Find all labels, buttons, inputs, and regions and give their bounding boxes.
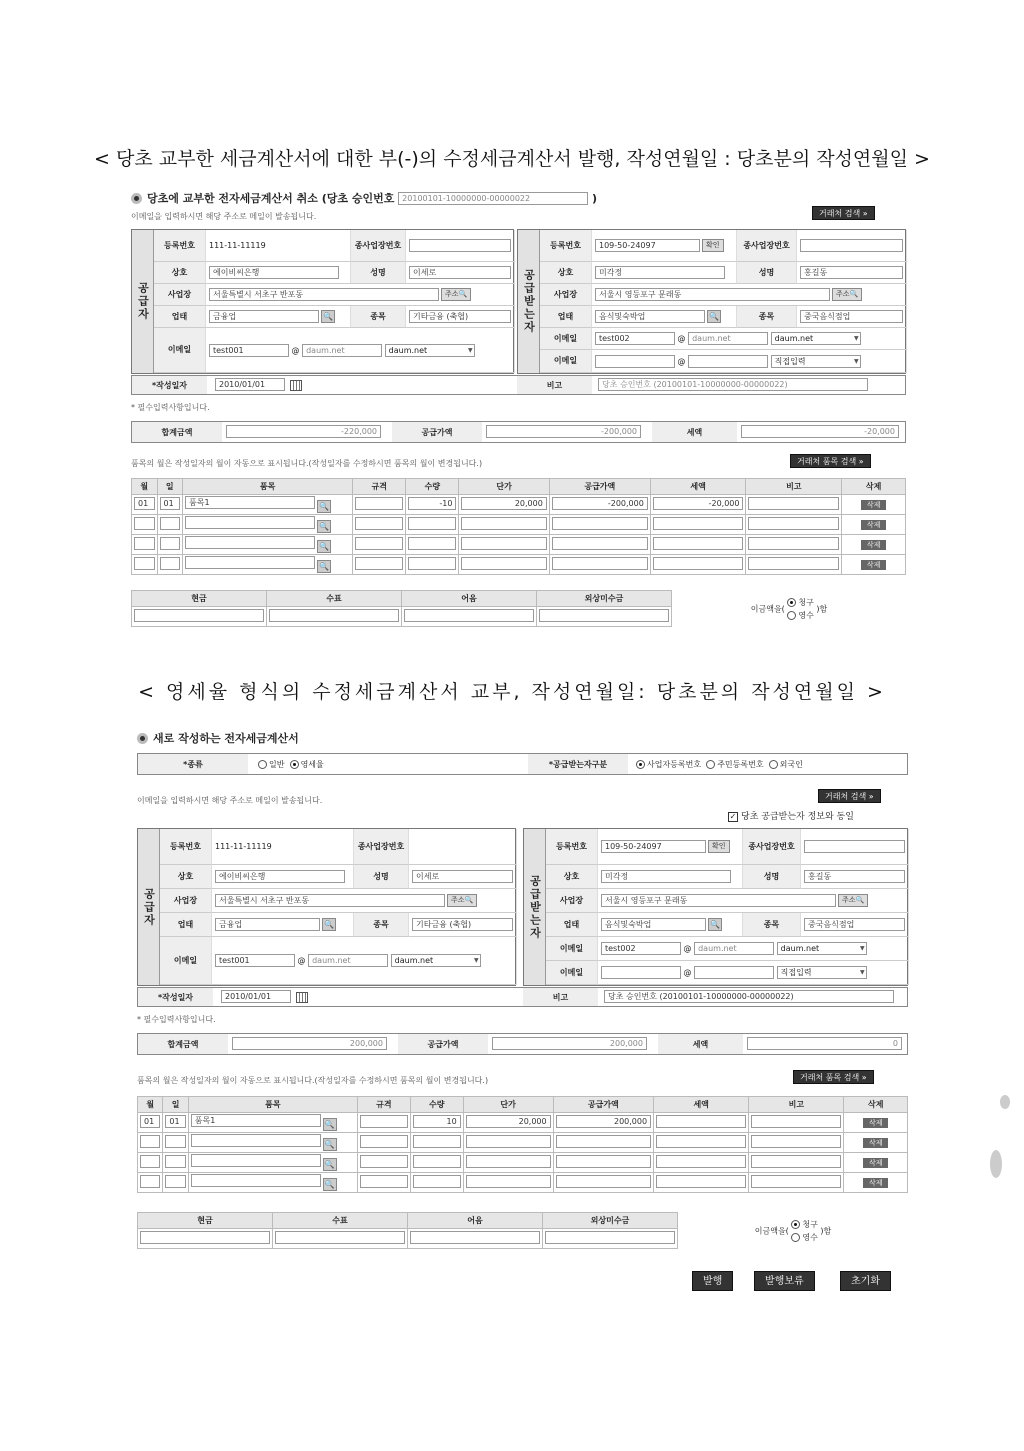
same-as-original-check[interactable]: ✓ 당초 공급받는자 정보와 동일	[729, 812, 854, 822]
supplier-item-input[interactable]: 기타금융 (축협)	[412, 918, 513, 931]
supplier-name-input[interactable]: 에이비씨은행	[209, 266, 339, 279]
month-note: 품목의 월은 작성일자의 월이 자동으로 표시됩니다.(작성일자를 수정하시면 품목의 월이 변경됩니다.)	[131, 459, 483, 468]
check-header: 수표	[273, 1213, 408, 1229]
credit-input[interactable]	[539, 609, 669, 622]
col-header: 수량	[410, 1097, 463, 1113]
item-label: 종목	[743, 913, 801, 937]
supplier-side-label: 공급자	[132, 230, 154, 373]
type-label: 업태	[546, 913, 598, 937]
kind-row: *종류 일반 영세율 *공급받는자구분 사업자등록번호 주민등록번호 외국인	[137, 753, 908, 775]
totals-row-2	[137, 1033, 908, 1055]
payment-table	[131, 590, 906, 627]
item-search-button[interactable]: 거래처 품목 검색 »	[793, 1070, 874, 1084]
item-price-input[interactable]: 20,000	[461, 497, 546, 510]
item-tax-input[interactable]	[656, 1155, 746, 1168]
supplier-panel-2: 공급자 등록번호 111-11-11119 종사업장번호 상호 에이비씨은행 성명 이세로 사업장 서울특별시 서초구 반포동 주소🔍 업태 금융업 🔍 종목 기타금융 (축협) 이메일 test001 @ daum.net daum.net ▼	[137, 828, 516, 986]
receiver-name-input[interactable]: 미각정	[601, 870, 731, 883]
email-note: 이메일을 입력하시면 해당 주소로 메일이 발송됩니다.	[131, 212, 317, 221]
total-label: 합계금액	[132, 422, 222, 442]
table-row	[132, 555, 906, 575]
item-supply-input[interactable]: -200,000	[552, 497, 648, 510]
supplier-addr-input[interactable]: 서울특별시 서초구 반포동	[215, 894, 445, 907]
check-input[interactable]	[269, 609, 399, 622]
item-label: 종목	[354, 913, 409, 937]
email-label: 이메일	[540, 328, 592, 350]
supplier-email-id[interactable]: test001	[209, 344, 289, 357]
cash-input[interactable]	[134, 609, 264, 622]
col-header: 세액	[654, 1097, 749, 1113]
item-name-input[interactable]	[191, 1134, 321, 1147]
addr-label: 사업장	[540, 284, 592, 306]
sub-label: 종사업장번호	[351, 230, 406, 262]
search-icon[interactable]: 🔍	[317, 540, 331, 553]
supplier-name-input[interactable]: 에이비씨은행	[215, 870, 345, 883]
cash-header: 현금	[138, 1213, 273, 1229]
item-m-input[interactable]	[134, 557, 155, 570]
delete-row-button[interactable]: 삭제	[863, 1158, 889, 1168]
col-header: 공급가액	[549, 479, 650, 495]
receiver-rep-input[interactable]: 홍길동	[800, 266, 903, 279]
required-note: * 필수입력사항입니다.	[131, 403, 210, 412]
item-name-input[interactable]: 품목1	[191, 1114, 321, 1127]
tax-label: 세액	[652, 422, 737, 442]
col-header: 수량	[406, 479, 459, 495]
item-supply-input[interactable]	[556, 1135, 651, 1148]
item-name-input[interactable]	[185, 556, 315, 569]
approval-number: 20100101-10000000-00000022	[398, 192, 588, 205]
table-row	[138, 1173, 908, 1193]
receiver-rep-input[interactable]: 홍길동	[804, 870, 905, 883]
receiver-item-input[interactable]: 중국음식점업	[804, 918, 905, 931]
email2-label: 이메일	[540, 350, 592, 373]
calendar-icon[interactable]	[296, 992, 308, 1003]
item-supply-input[interactable]	[556, 1175, 651, 1188]
delete-row-button[interactable]: 삭제	[863, 1118, 889, 1128]
address-search-button[interactable]: 주소🔍	[441, 288, 471, 301]
col-header: 월	[138, 1097, 163, 1113]
delete-row-button[interactable]: 삭제	[863, 1138, 889, 1148]
calendar-icon[interactable]	[290, 380, 302, 391]
item-spec-input[interactable]	[355, 537, 403, 550]
receiver-sub-input[interactable]	[800, 239, 903, 252]
receiver-email2-select[interactable]: 직접입력 ▼	[771, 355, 861, 368]
receiver-addr-input[interactable]: 서울시 영등포구 문래동	[601, 894, 836, 907]
item-label: 종목	[351, 306, 406, 328]
receiver-email-id[interactable]: test002	[601, 942, 681, 955]
col-header: 세액	[650, 479, 746, 495]
item-note-input[interactable]	[748, 537, 839, 550]
receiver-email-domain[interactable]: daum.net	[688, 332, 768, 345]
receiver-email2-domain[interactable]	[694, 966, 774, 979]
item-price-input[interactable]	[461, 557, 546, 570]
email-label: 이메일	[160, 937, 212, 985]
item-spec-input[interactable]	[360, 1175, 408, 1188]
receiver-side-label: 공급받는자	[518, 230, 540, 373]
receiver-type-input[interactable]: 음식및숙박업	[601, 918, 706, 931]
table-row	[132, 515, 906, 535]
email-label: 이메일	[154, 328, 206, 373]
confirm-button[interactable]: 확인	[708, 840, 730, 853]
bill-input[interactable]	[410, 1231, 540, 1244]
item-m-input[interactable]	[134, 537, 155, 550]
reset-button[interactable]: 초기화	[840, 1271, 891, 1291]
addr-label: 사업장	[546, 889, 598, 913]
receiver-email-id[interactable]: test002	[595, 332, 675, 345]
item-label: 종목	[737, 306, 797, 328]
bullet-icon	[131, 193, 142, 204]
reg-label: 등록번호	[540, 230, 592, 262]
name-label: 상호	[154, 262, 206, 284]
item-supply-input[interactable]	[552, 557, 648, 570]
receiver-name-input[interactable]: 미각정	[595, 266, 725, 279]
address-search-button[interactable]: 주소🔍	[832, 288, 862, 301]
search-icon[interactable]: 🔍	[708, 918, 722, 931]
search-icon[interactable]: 🔍	[323, 1178, 337, 1191]
receipt-radio[interactable]	[791, 1233, 800, 1242]
tax-amount: -20,000	[741, 425, 899, 438]
item-d-input[interactable]: 01	[160, 497, 181, 510]
item-m-input[interactable]: 01	[140, 1115, 160, 1128]
item-price-input[interactable]	[466, 1155, 551, 1168]
item-supply-input[interactable]	[552, 517, 648, 530]
item-qty-input[interactable]	[413, 1135, 461, 1148]
item-qty-input[interactable]	[413, 1175, 461, 1188]
supplier-sub-input[interactable]	[409, 239, 511, 252]
item-note-input[interactable]	[751, 1115, 841, 1128]
item-price-input[interactable]	[466, 1175, 551, 1188]
cash-header: 현금	[132, 591, 267, 607]
col-header: 삭제	[842, 479, 906, 495]
col-header: 단가	[463, 1097, 553, 1113]
item-supply-input[interactable]	[556, 1155, 651, 1168]
supplier-type-input[interactable]: 금융업	[215, 918, 320, 931]
check-header: 수표	[267, 591, 402, 607]
total-amount: -220,000	[226, 425, 381, 438]
item-d-input[interactable]	[165, 1135, 185, 1148]
name-label: 상호	[546, 865, 598, 889]
receiver-email-select[interactable]: daum.net ▼	[771, 332, 861, 345]
receiver-side-label: 공급받는자	[524, 829, 546, 985]
item-m-input[interactable]	[140, 1135, 160, 1148]
search-icon[interactable]: 🔍	[321, 310, 335, 323]
section2-title: 새로 작성하는 전자세금계산서	[137, 730, 299, 746]
search-icon[interactable]: 🔍	[317, 520, 331, 533]
item-d-input[interactable]	[160, 537, 181, 550]
tax-amount: 0	[747, 1037, 902, 1050]
sub-label: 종사업장번호	[743, 829, 801, 865]
delete-row-button[interactable]: 삭제	[861, 560, 887, 570]
table-row	[132, 495, 906, 515]
supplier-side-label: 공급자	[138, 829, 160, 985]
delete-row-button[interactable]: 삭제	[863, 1178, 889, 1188]
credit-header: 외상미수금	[537, 591, 672, 607]
supply-label: 공급가액	[392, 422, 482, 442]
item-supply-input[interactable]: 200,000	[556, 1115, 651, 1128]
supplier-email-domain[interactable]: daum.net	[302, 344, 382, 357]
total-amount: 200,000	[232, 1037, 387, 1050]
receipt-radio[interactable]	[787, 611, 796, 620]
item-spec-input[interactable]	[360, 1115, 408, 1128]
item-search-button[interactable]: 거래처 품목 검색 »	[790, 454, 871, 468]
item-d-input[interactable]	[165, 1155, 185, 1168]
item-qty-input[interactable]	[413, 1155, 461, 1168]
item-tax-input[interactable]	[653, 557, 744, 570]
col-header: 규격	[357, 1097, 410, 1113]
kind-zero-rate-radio[interactable]	[290, 760, 299, 769]
item-tax-input[interactable]	[653, 537, 744, 550]
addr-label: 사업장	[160, 889, 212, 913]
date-label: *작성일자	[138, 988, 213, 1006]
remark-label: 비고	[523, 988, 598, 1006]
bullet-icon	[137, 733, 148, 744]
delete-row-button[interactable]: 삭제	[861, 520, 887, 530]
supplier-type-input[interactable]: 금융업	[209, 310, 319, 323]
credit-input[interactable]	[545, 1231, 675, 1244]
table-row	[132, 535, 906, 555]
recv-foreigner-radio[interactable]	[769, 760, 778, 769]
issue-button[interactable]: 발행	[692, 1271, 733, 1291]
supplier-item-input[interactable]: 기타금융 (축협)	[409, 310, 511, 323]
item-tax-input[interactable]	[656, 1115, 746, 1128]
receiver-addr-input[interactable]: 서울시 영등포구 문래동	[595, 288, 830, 301]
search-icon[interactable]: 🔍	[707, 310, 721, 323]
item-d-input[interactable]	[165, 1175, 185, 1188]
supplier-reg-no: 111-11-11119	[206, 230, 351, 262]
receiver-email2-id[interactable]	[595, 355, 675, 368]
receiver-email2-domain[interactable]	[688, 355, 768, 368]
receiver-sub-input[interactable]	[804, 840, 905, 853]
item-name-input[interactable]	[191, 1154, 321, 1167]
email2-label: 이메일	[546, 961, 598, 985]
item-price-input[interactable]	[466, 1135, 551, 1148]
date-remark-row-2	[137, 987, 908, 1007]
type-label: 업태	[540, 306, 592, 328]
email-label: 이메일	[546, 937, 598, 961]
col-header: 단가	[459, 479, 549, 495]
rep-label: 성명	[354, 865, 409, 889]
item-qty-input[interactable]: 10	[413, 1115, 461, 1128]
item-tax-input[interactable]	[656, 1135, 746, 1148]
addr-label: 사업장	[154, 284, 206, 306]
delete-row-button[interactable]: 삭제	[861, 540, 887, 550]
totals-row	[131, 421, 906, 443]
item-d-input[interactable]	[160, 557, 181, 570]
search-icon[interactable]: 🔍	[323, 1118, 337, 1131]
receiver-type-input[interactable]: 음식및숙박업	[595, 310, 705, 323]
search-icon[interactable]: 🔍	[323, 1138, 337, 1151]
item-name-input[interactable]	[185, 516, 315, 529]
col-header: 월	[132, 479, 158, 495]
item-tax-input[interactable]	[653, 517, 744, 530]
col-header: 규격	[353, 479, 406, 495]
col-header: 품목	[183, 479, 353, 495]
item-spec-input[interactable]	[355, 557, 403, 570]
receiver-email2-id[interactable]	[601, 966, 681, 979]
partner-search-button[interactable]: 거래처 검색 »	[812, 206, 875, 220]
receiver-reg-input[interactable]: 109-50-24097	[595, 239, 700, 252]
date-input[interactable]: 2010/01/01	[215, 378, 285, 391]
delete-row-button[interactable]: 삭제	[861, 500, 887, 510]
remark-label: 비고	[517, 376, 592, 394]
item-tax-input[interactable]: -20,000	[653, 497, 744, 510]
item-note-input[interactable]	[751, 1135, 841, 1148]
item-spec-input[interactable]	[360, 1135, 408, 1148]
scan-speckle	[1000, 1095, 1010, 1109]
item-note-input[interactable]	[751, 1155, 841, 1168]
total-label: 합계금액	[138, 1034, 228, 1054]
table-row	[138, 1113, 908, 1133]
receiver-email2-select[interactable]: 직접입력 ▼	[777, 966, 867, 979]
credit-header: 외상미수금	[543, 1213, 678, 1229]
bill-header: 어음	[408, 1213, 543, 1229]
item-note-input[interactable]	[748, 557, 839, 570]
supplier-rep-input[interactable]: 이세로	[412, 870, 513, 883]
type-label: 업태	[160, 913, 212, 937]
supply-label: 공급가액	[398, 1034, 488, 1054]
item-qty-input[interactable]	[408, 537, 456, 550]
sub-label: 종사업장번호	[354, 829, 409, 865]
supplier-addr-input[interactable]: 서울특별시 서초구 반포동	[209, 288, 439, 301]
item-qty-input[interactable]: -10	[408, 497, 456, 510]
email-note: 이메일을 입력하시면 해당 주소로 메일이 발송됩니다.	[137, 796, 323, 805]
receiver-email-select[interactable]: daum.net ▼	[777, 942, 867, 955]
section1-title: 당초에 교부한 전자세금계산서 취소 (당초 승인번호 20100101-10000000-00000022 )	[131, 190, 597, 206]
address-search-button[interactable]: 주소🔍	[447, 894, 477, 907]
heading-2: < 영세율 형식의 수정세금계산서 교부, 작성연월일: 당초분의 작성연월일 >	[138, 681, 886, 703]
item-qty-input[interactable]	[408, 557, 456, 570]
address-search-button[interactable]: 주소🔍	[838, 894, 868, 907]
date-input[interactable]: 2010/01/01	[221, 990, 291, 1003]
bill-header: 어음	[402, 591, 537, 607]
item-price-input[interactable]: 20,000	[466, 1115, 551, 1128]
supplier-reg-no: 111-11-11119	[215, 842, 272, 851]
checkbox-icon[interactable]: ✓	[729, 812, 737, 821]
table-row	[138, 1133, 908, 1153]
confirm-button[interactable]: 확인	[702, 239, 724, 252]
item-m-input[interactable]	[140, 1155, 160, 1168]
date-label: *작성일자	[132, 376, 207, 394]
col-header: 삭제	[844, 1097, 908, 1113]
receiver-type-label: *공급받는자구분	[528, 754, 628, 774]
sub-label: 종사업장번호	[737, 230, 797, 262]
item-note-input[interactable]	[751, 1175, 841, 1188]
supplier-email-select[interactable]: daum.net ▼	[385, 344, 475, 357]
search-icon[interactable]: 🔍	[322, 918, 336, 931]
payment-table-2	[137, 1212, 908, 1249]
supplier-email-id[interactable]: test001	[215, 954, 295, 967]
tax-label: 세액	[658, 1034, 743, 1054]
supplier-panel: 공급자 등록번호 111-11-11119 종사업장번호 상호 에이비씨은행 성명 이세로 사업장 서울특별시 서초구 반포동 주소🔍 업태 금융업 🔍 종목 기타금융 (축협) 이메일 test001 @ daum.net daum.net ▼	[131, 229, 514, 374]
item-tax-input[interactable]	[656, 1175, 746, 1188]
scan-speckle	[990, 1150, 1002, 1178]
item-d-input[interactable]	[160, 517, 181, 530]
date-remark-row	[131, 375, 906, 395]
item-spec-input[interactable]	[355, 517, 403, 530]
item-m-input[interactable]	[134, 517, 155, 530]
required-note: * 필수입력사항입니다.	[137, 1015, 216, 1024]
items-table-2	[137, 1096, 908, 1193]
month-note: 품목의 월은 작성일자의 월이 자동으로 표시됩니다.(작성일자를 수정하시면 품목의 월이 변경됩니다.)	[137, 1076, 489, 1085]
item-name-input[interactable]	[185, 536, 315, 549]
partner-search-button[interactable]: 거래처 검색 »	[818, 789, 881, 803]
item-note-input[interactable]	[748, 497, 839, 510]
col-header: 일	[163, 1097, 188, 1113]
search-icon[interactable]: 🔍	[317, 500, 331, 513]
item-name-input[interactable]: 품목1	[185, 496, 315, 509]
rep-label: 성명	[737, 262, 797, 284]
col-header: 비고	[746, 479, 842, 495]
heading-1: < 당초 교부한 세금계산서에 대한 부(-)의 수정세금계산서 발행, 작성연월일 : 당초분의 작성연월일 >	[94, 148, 930, 170]
kind-label: *종류	[138, 754, 248, 774]
remark-input[interactable]: 당초 승인번호 (20100101-10000000-00000022)	[598, 378, 868, 391]
name-label: 상호	[160, 865, 212, 889]
receiver-email-domain[interactable]: daum.net	[694, 942, 774, 955]
receiver-reg-input[interactable]: 109-50-24097	[601, 840, 706, 853]
supplier-email-domain[interactable]: daum.net	[308, 954, 388, 967]
type-label: 업태	[154, 306, 206, 328]
name-label: 상호	[540, 262, 592, 284]
kind-normal-radio[interactable]	[258, 760, 267, 769]
check-input[interactable]	[275, 1231, 405, 1244]
recv-resident-radio[interactable]	[706, 760, 715, 769]
col-header: 품목	[188, 1097, 357, 1113]
col-header: 비고	[749, 1097, 844, 1113]
receiver-item-input[interactable]: 중국음식점업	[800, 310, 903, 323]
reg-label: 등록번호	[154, 230, 206, 262]
item-spec-input[interactable]	[355, 497, 403, 510]
remark-input[interactable]: 당초 승인번호 (20100101-10000000-00000022)	[604, 990, 894, 1003]
supplier-email-select[interactable]: daum.net ▼	[391, 954, 481, 967]
items-table	[131, 478, 906, 575]
receiver-panel: 공급받는자 등록번호 109-50-24097 확인 종사업장번호 상호 미각정 성명 홍길동 사업장 서울시 영등포구 문래동 주소🔍 업태 음식및숙박업 🔍 종목 중국음식점업 이메일 test002 @ daum.net daum.net ▼ 이메일 @ 직접입력 ▼	[517, 229, 906, 374]
cash-input[interactable]	[140, 1231, 270, 1244]
supply-amount: -200,000	[486, 425, 641, 438]
item-name-input[interactable]	[191, 1174, 321, 1187]
claim-radio[interactable]	[787, 598, 796, 607]
claim-receipt: 이금액을( 청구 영수 )함	[678, 1213, 909, 1249]
item-price-input[interactable]	[461, 537, 546, 550]
item-qty-input[interactable]	[408, 517, 456, 530]
item-m-input[interactable]: 01	[134, 497, 155, 510]
hold-issue-button[interactable]: 발행보류	[754, 1271, 815, 1291]
rep-label: 성명	[743, 865, 801, 889]
claim-receipt: 이금액을( 청구 영수 )함	[672, 591, 907, 627]
recv-bizno-radio[interactable]	[636, 760, 645, 769]
reg-label: 등록번호	[160, 829, 212, 865]
rep-label: 성명	[351, 262, 406, 284]
item-price-input[interactable]	[461, 517, 546, 530]
search-icon[interactable]: 🔍	[317, 560, 331, 573]
bill-input[interactable]	[404, 609, 534, 622]
supplier-rep-input[interactable]: 이세로	[409, 266, 511, 279]
receiver-panel-2: 공급받는자 등록번호 109-50-24097 확인 종사업장번호 상호 미각정 성명 홍길동 사업장 서울시 영등포구 문래동 주소🔍 업태 음식및숙박업 🔍 종목 중국음식점업 이메일 test002 @ daum.net daum.net ▼ 이메일 @ 직접입력 ▼	[523, 828, 908, 986]
item-d-input[interactable]: 01	[165, 1115, 185, 1128]
supply-amount: 200,000	[492, 1037, 647, 1050]
claim-radio[interactable]	[791, 1220, 800, 1229]
item-note-input[interactable]	[748, 517, 839, 530]
reg-label: 등록번호	[546, 829, 598, 865]
item-spec-input[interactable]	[360, 1155, 408, 1168]
item-supply-input[interactable]	[552, 537, 648, 550]
table-row	[138, 1153, 908, 1173]
col-header: 일	[157, 479, 183, 495]
item-m-input[interactable]	[140, 1175, 160, 1188]
col-header: 공급가액	[553, 1097, 653, 1113]
search-icon[interactable]: 🔍	[323, 1158, 337, 1171]
